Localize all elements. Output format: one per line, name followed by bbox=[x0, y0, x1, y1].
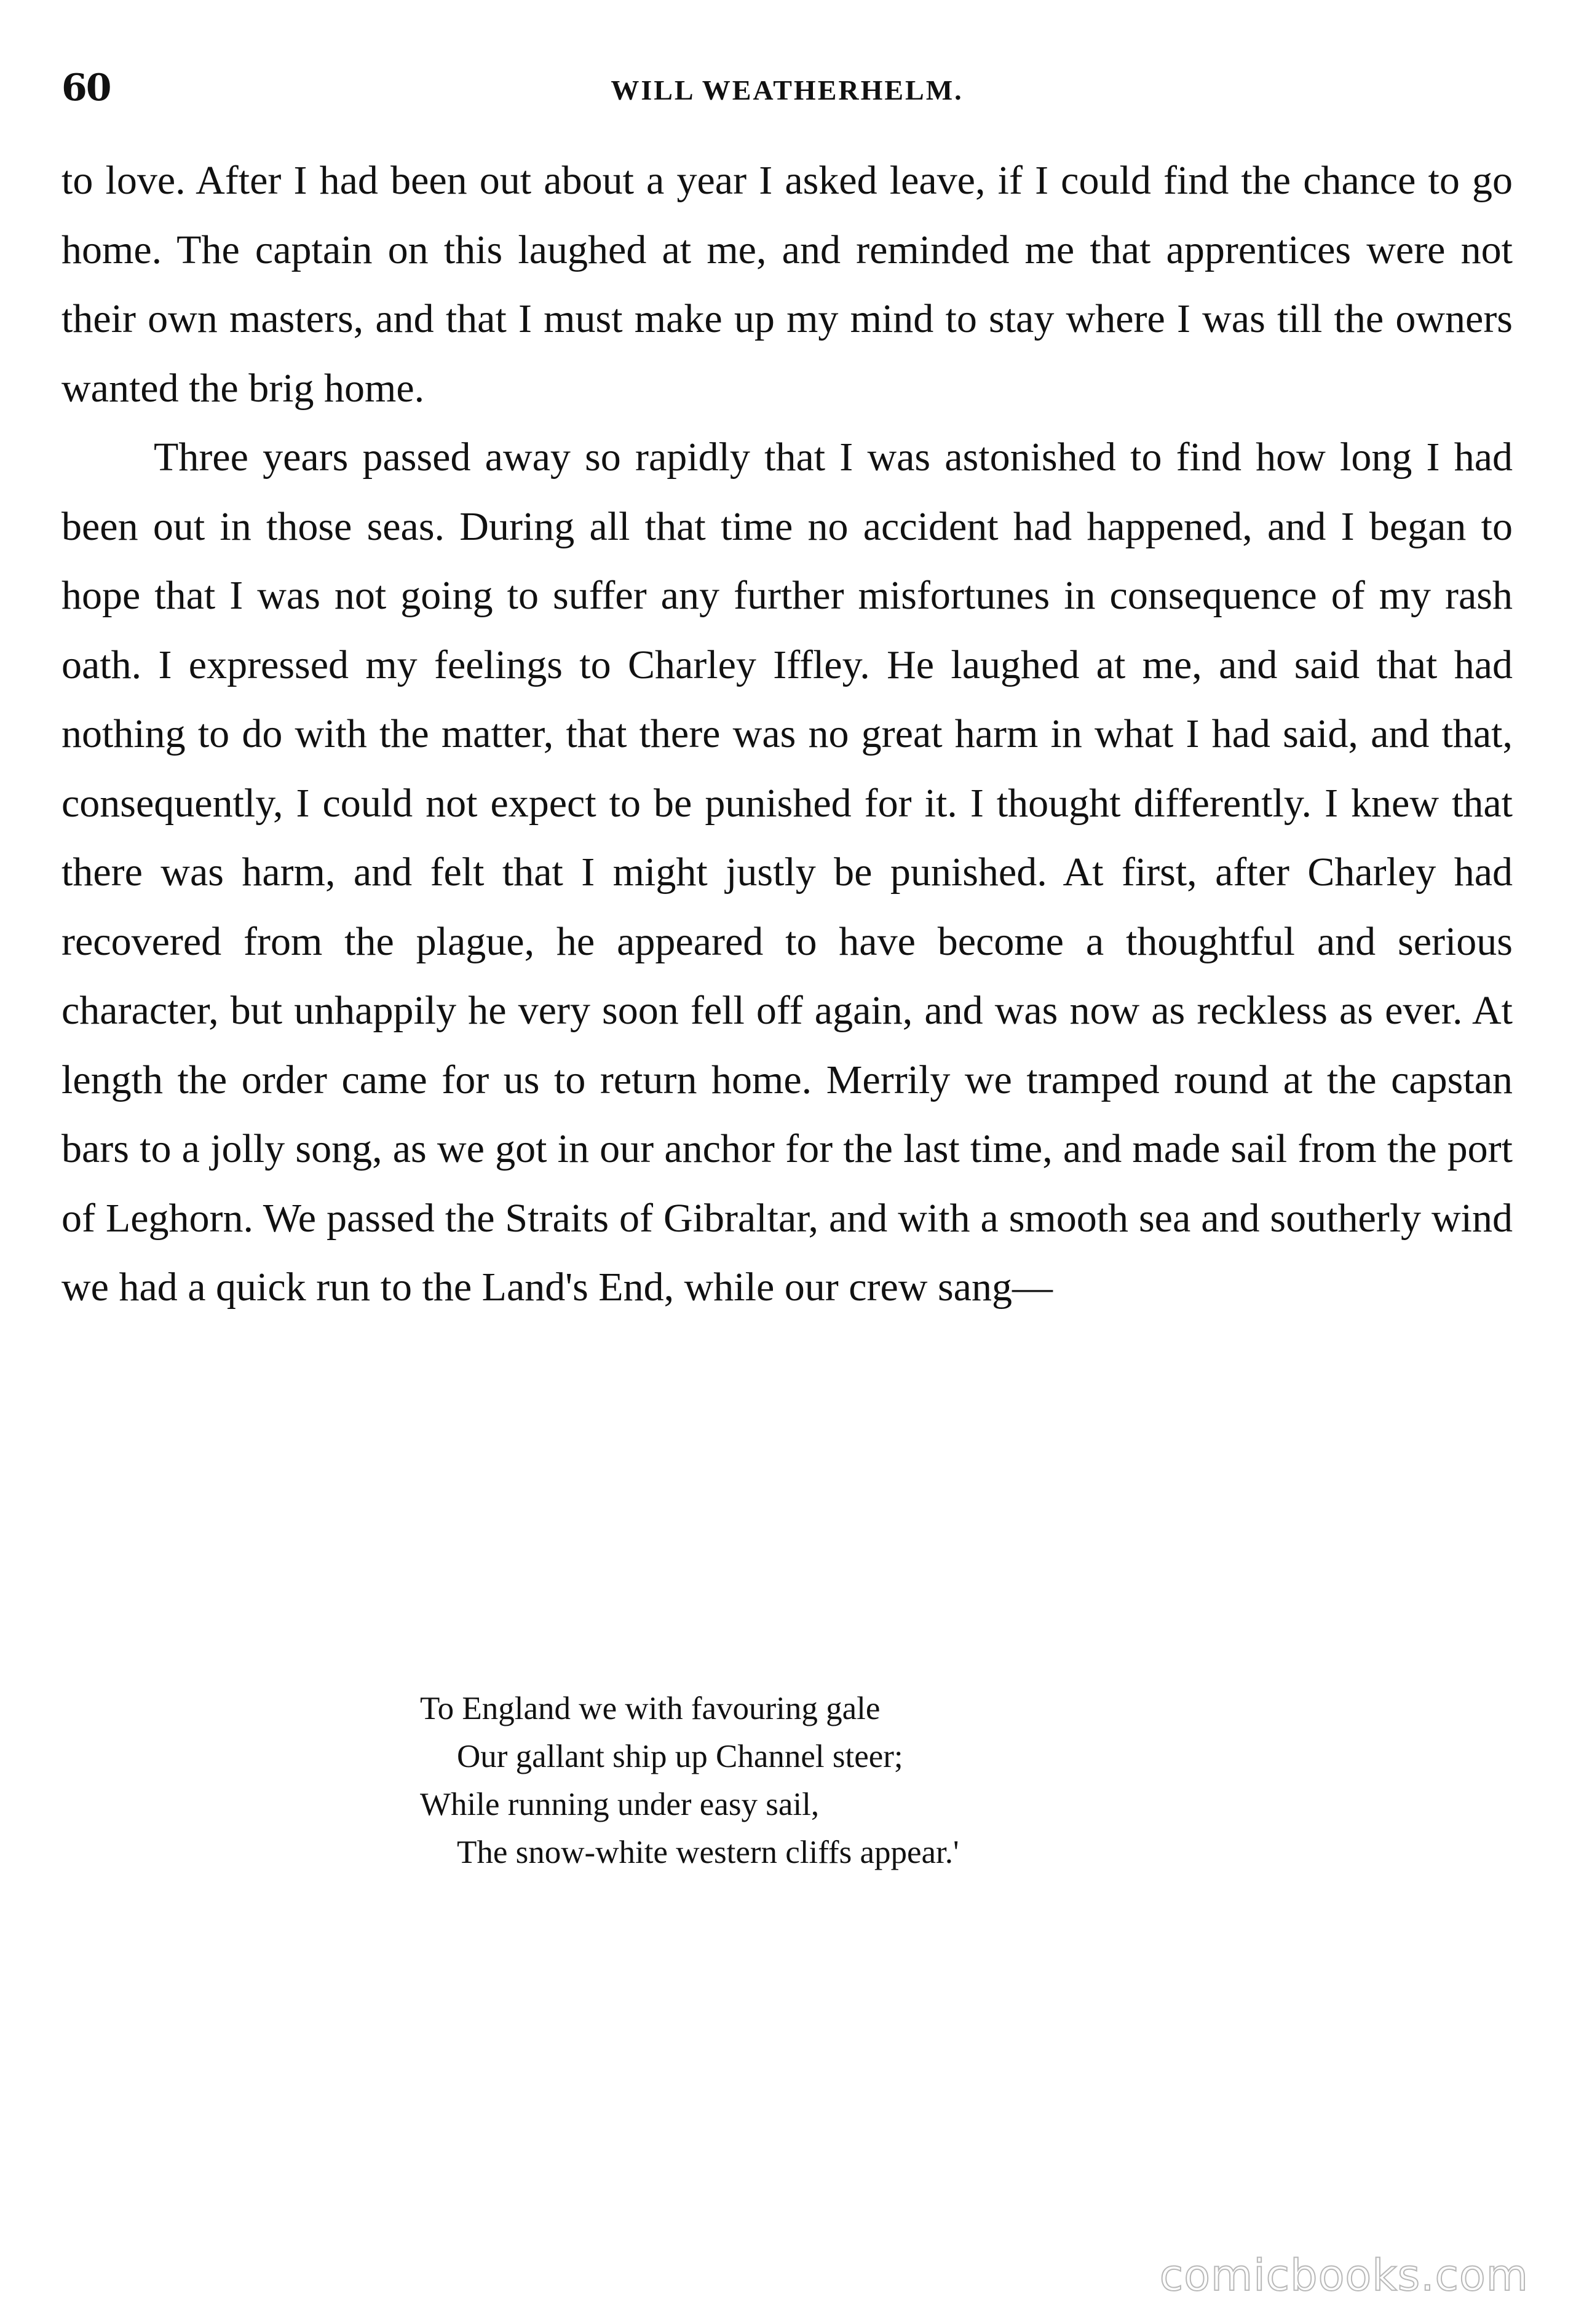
paragraph-continued: to love. After I had been out about a year I asked leave, if I could find the chance to go home. The captain on this laughed at me, and reminded me that apprentices were not their own masters, and that I must make up my mind to stay where I was till the owners wanted the brig home. bbox=[61, 158, 1513, 411]
verse-line: The snow-white western cliffs appear.' bbox=[457, 1835, 959, 1870]
verse-line: Our gallant ship up Channel steer; bbox=[457, 1739, 903, 1774]
verse-line: To England we with favouring gale bbox=[420, 1691, 881, 1726]
paragraph: Three years passed away so rapidly that I was astonished to find how long I had been out in those seas. During all that time no accident had happened, and I began to hope that I was not going to suffer any further misfortunes in consequence of my rash oath. I expressed my feelings to Charley Iffley. He laughed at me, and said that had nothing to do with the matter, that there was no great harm in what I had said, and that, consequently, I could not expect to be punished for it. I thought differently. I knew that there was harm, and felt that I might justly be punished. At first, after Charley had recovered from the plague, he appeared to have become a thoughtful and serious character, but unhappily he very soon fell off again, and was now as reckless as ever. At length the order came for us to return home. Merrily we tramped round at the capstan bars to a jolly song, as we got in our anchor for the last time, and made sail from the port of Leghorn. We passed the Straits of Gibraltar, and with a smooth sea and southerly wind we had a quick run to the Land's End, while our crew sang— bbox=[61, 435, 1513, 1310]
page-header bbox=[61, 61, 1513, 111]
verse-quotation bbox=[420, 1685, 959, 1876]
running-head: WILL WEATHERHELM. bbox=[611, 74, 964, 106]
page-number: 60 bbox=[61, 66, 111, 109]
body-text bbox=[61, 146, 1513, 1322]
verse-line: While running under easy sail, bbox=[420, 1787, 820, 1822]
watermark-logo: comicbooks.com bbox=[1159, 2250, 1529, 2301]
